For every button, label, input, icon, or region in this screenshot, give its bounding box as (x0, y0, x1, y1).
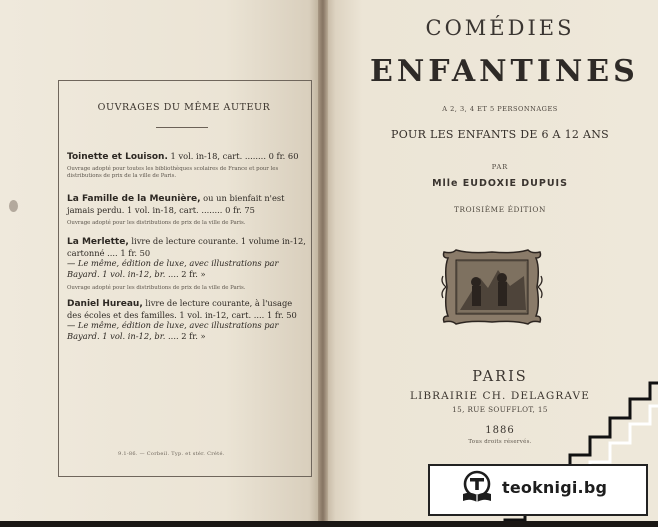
publication-city: PARIS (472, 369, 528, 385)
entry-meuniere: La Famille de la Meunière, ou un bienfait n'est jamais perdu. 1 vol. in-18, cart. ........ 0 fr. 75 (67, 193, 285, 215)
works-header: OUVRAGES DU MÊME AUTEUR (97, 102, 271, 113)
watermark-text: teoknigi.bg (502, 478, 608, 497)
entry-details: ou un bienfait n'est jamais perdu. 1 vol. in-18, cart. (67, 193, 285, 215)
subtitle-ages: POUR LES ENFANTS DE 6 A 12 ANS (391, 128, 609, 141)
subtitle-characters: A 2, 3, 4 ET 5 PERSONNAGES (442, 105, 558, 113)
author-prefix: Mlle (432, 178, 459, 189)
entry-toinette: Toinette et Louison. 1 vol. in-18, cart. ........ 0 fr. 60 (67, 151, 299, 162)
entry-note: Ouvrage adopté pour les distributions de prix de la ville de Paris. (67, 285, 246, 291)
entry-extra: — Le même, édition de luxe, avec illustrations par Bayard. 1 vol. in-12, br. (67, 320, 279, 341)
title-line-2: ENFANTINES (370, 54, 639, 89)
entry-price: 1 fr. 50 (120, 247, 151, 258)
page-stain (9, 200, 18, 212)
publisher-address: 15, RUE SOUFFLOT, 15 (452, 405, 548, 414)
entry-details: 1 vol. in-18, cart. (167, 151, 243, 161)
entry-hureau: Daniel Hureau, livre de lecture courante, à l'usage des écoles et des familles. 1 vol. in-12, cart. .... 1 fr. 50 — Le même, édition de luxe, avec illustrations par Bayard. 1 vol. in-12, br. .... 2 fr. » (67, 298, 297, 341)
entry-price: 0 fr. 75 (225, 204, 255, 215)
book-t-logo-icon (460, 470, 494, 504)
author-line (370, 178, 630, 189)
entry-title: Daniel Hureau, (67, 299, 143, 309)
entry-note: Ouvrage adopté pour toutes les bibliothèques scolaires de France et pour les distributions de prix de la ville de Paris. (67, 166, 279, 180)
rights-notice: Tous droits réservés. (468, 439, 532, 445)
title-line-1: COMÉDIES (425, 16, 575, 40)
by-label: PAR (491, 163, 509, 171)
publisher: LIBRAIRIE CH. DELAGRAVE (410, 390, 590, 402)
edition: TROISIÈME ÉDITION (454, 205, 546, 214)
entry-merlette: La Merlette, livre de lecture courante. 1 volume in-12, cartonné .... 1 fr. 50 — Le même, édition de luxe, avec illustrations par Bayard. 1 vol. in-12, br. .... 2 fr. » (67, 236, 306, 279)
entry-details: livre de lecture courante, à l'usage des écoles et des familles. 1 vol. in-12, cart. (67, 298, 293, 320)
header-rule (156, 127, 208, 128)
entry-title: La Famille de la Meunière, (67, 194, 201, 204)
bottom-edge-shadow (0, 521, 658, 527)
entry-extra-price: 2 fr. » (181, 268, 206, 279)
entry-details: livre de lecture courante. 1 volume in-12, cartonné (67, 236, 306, 258)
entry-extra: — Le même, édition de luxe, avec illustrations par Bayard. 1 vol. in-12, br. (67, 258, 279, 279)
author-name: EUDOXIE DUPUIS (462, 178, 568, 189)
entry-price: 0 fr. 60 (268, 151, 299, 161)
entry-title: Toinette et Louison. (67, 152, 168, 162)
engraving-vignette (440, 248, 544, 326)
entry-title: La Merlette, (67, 237, 129, 247)
entry-note: Ouvrage adopté pour les distributions de prix de la ville de Paris. (67, 220, 246, 226)
entry-price: 1 fr. 50 (266, 309, 297, 320)
book-gutter (318, 0, 328, 527)
entry-extra-price: 2 fr. » (181, 330, 206, 341)
publication-year: 1886 (485, 425, 515, 436)
printer-footer: 9.1-86. — Corbeil. Typ. et stér. Crété. (118, 451, 225, 457)
